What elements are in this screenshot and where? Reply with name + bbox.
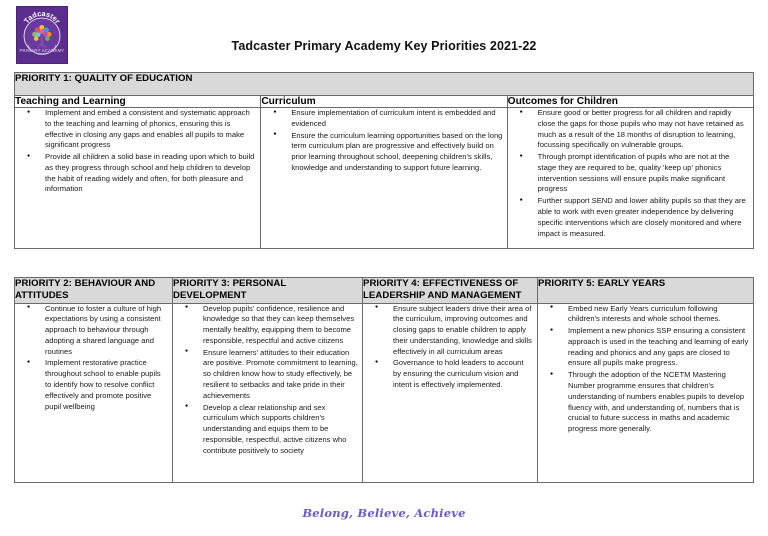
list-item: ● Develop pupils' confidence, resilience and knowledge so that they can keep themselves mentally healthy, equipping them to become responsible, respectful and active citizens: [195, 304, 358, 347]
cell-priority-4: [363, 303, 538, 482]
list-item: ● Implement and embed a consistent and systematic approach to the teaching and learning of phonics, ensuring this is effective in closing any gaps and enables all pupils to make significant progress: [37, 108, 256, 151]
bullet-list: [363, 304, 537, 391]
priority-1-band-label: PRIORITY 1: QUALITY OF EDUCATION: [15, 73, 754, 96]
list-item: ● Further support SEND and lower ability pupils so that they are able to work with even greater independence by delivering specific interventions which are closely monitored and where impact is measured.: [530, 196, 749, 239]
list-item: ● Through prompt identification of pupils who are not at the stage they are required to be, quality 'keep up' phonics intervention sessions will ensure pupils make significant progress: [530, 152, 749, 195]
priority-1-subheading-row: [15, 96, 754, 108]
cell-outcomes-for-children: [507, 108, 753, 249]
list-item: ● Develop a clear relationship and sex curriculum which supports children's understanding and equips them to be responsible, respectful, active citizens who contribute positively to society: [195, 403, 358, 457]
priority-4-band-label: PRIORITY 4: EFFECTIVENESS OF LEADERSHIP AND MANAGEMENT: [363, 278, 538, 304]
bullet-list: [538, 304, 753, 435]
svg-text:Tadcaster: Tadcaster: [21, 8, 63, 26]
priority-1-band-row: [15, 73, 754, 96]
priority-band-row: [15, 278, 754, 304]
list-item: ● Implement restorative practice throughout school to enable pupils to identify how to resolve conflict effectively and promote positive pupil wellbeing: [37, 358, 168, 412]
cell-priority-2: [15, 303, 173, 482]
bullet-list: [173, 304, 362, 457]
list-item: ● Ensure the curriculum learning opportunities based on the long term curriculum plan are progressive and effectively build on prior learning throughout school, deepening children's skills, knowledge and understanding to support future learning.: [283, 131, 502, 174]
priority-3-band-label: PRIORITY 3: PERSONAL DEVELOPMENT: [173, 278, 363, 304]
priority-5-band-label: PRIORITY 5: EARLY YEARS: [538, 278, 754, 304]
school-motto: Belong, Believe, Achieve: [302, 506, 466, 520]
page-title: Tadcaster Primary Academy Key Priorities 2021-22: [231, 39, 537, 53]
priority-1-content-row: [15, 108, 754, 249]
cell-priority-5: [538, 303, 754, 482]
list-item: ● Ensure good or better progress for all children and rapidly close the gaps for those pupils who may not have retained as much as a result of the 18 months of disruption to learning, focussing specifically on vulnerable groups.: [530, 108, 749, 151]
bullet-list: [15, 108, 260, 195]
svg-text:PRIMARY ACADEMY: PRIMARY ACADEMY: [19, 48, 65, 53]
column-heading-curriculum: Curriculum: [261, 96, 507, 108]
list-item: ● Through the adoption of the NCETM Mastering Number programme ensures that children's understanding of numbers enables pupils to develop fluency with, and understanding of, numbers that is crucial to future success in maths and academic progress more generally.: [560, 370, 749, 435]
bullet-list: [508, 108, 753, 239]
school-logo: [16, 6, 68, 64]
bullet-list: [261, 108, 506, 174]
list-item: ● Ensure subject leaders drive their area of the curriculum, improving outcomes and closing gaps to enable children to apply their understanding, knowledge and skills effectively in all curriculum areas: [385, 304, 533, 358]
column-heading-teaching-and-learning: Teaching and Learning: [15, 96, 261, 108]
priority-2-band-label: PRIORITY 2: BEHAVIOUR AND ATTITUDES: [15, 278, 173, 304]
priority-content-row: [15, 303, 754, 482]
priorities-2-to-5-table: [14, 277, 754, 483]
list-item: ● Implement a new phonics SSP ensuring a consistent approach is used in the teaching and learning of early reading and phonics and any gaps are closed to ensure all pupils make progress.: [560, 326, 749, 369]
bullet-list: [15, 304, 172, 413]
list-item: ● Ensure implementation of curriculum intent is embedded and evidenced: [283, 108, 502, 130]
list-item: ● Provide all children a solid base in reading upon which to build as they progress through school and help children to develop the habit of reading widely and often, for both pleasure and information: [37, 152, 256, 195]
list-item: ● Continue to foster a culture of high expectations by using a consistent approach to behaviour through adopting a shared language and routines: [37, 304, 168, 358]
cell-priority-3: [173, 303, 363, 482]
priority-1-table: [14, 72, 754, 249]
list-item: ● Embed new Early Years curriculum following children's interests and whole school themes.: [560, 304, 749, 326]
page-header: [0, 0, 768, 66]
logo-artwork: [17, 7, 67, 63]
list-item: ● Governance to hold leaders to account by ensuring the curriculum vision and intent is effectively implemented.: [385, 358, 533, 390]
cell-curriculum: [261, 108, 507, 249]
column-heading-outcomes-for-children: Outcomes for Children: [507, 96, 753, 108]
cell-teaching-and-learning: [15, 108, 261, 249]
list-item: ● Ensure learners' attitudes to their education are positive. Promote commitment to learning, so children know how to study effectively, be resilient to setbacks and take pride in their achievements: [195, 348, 358, 402]
